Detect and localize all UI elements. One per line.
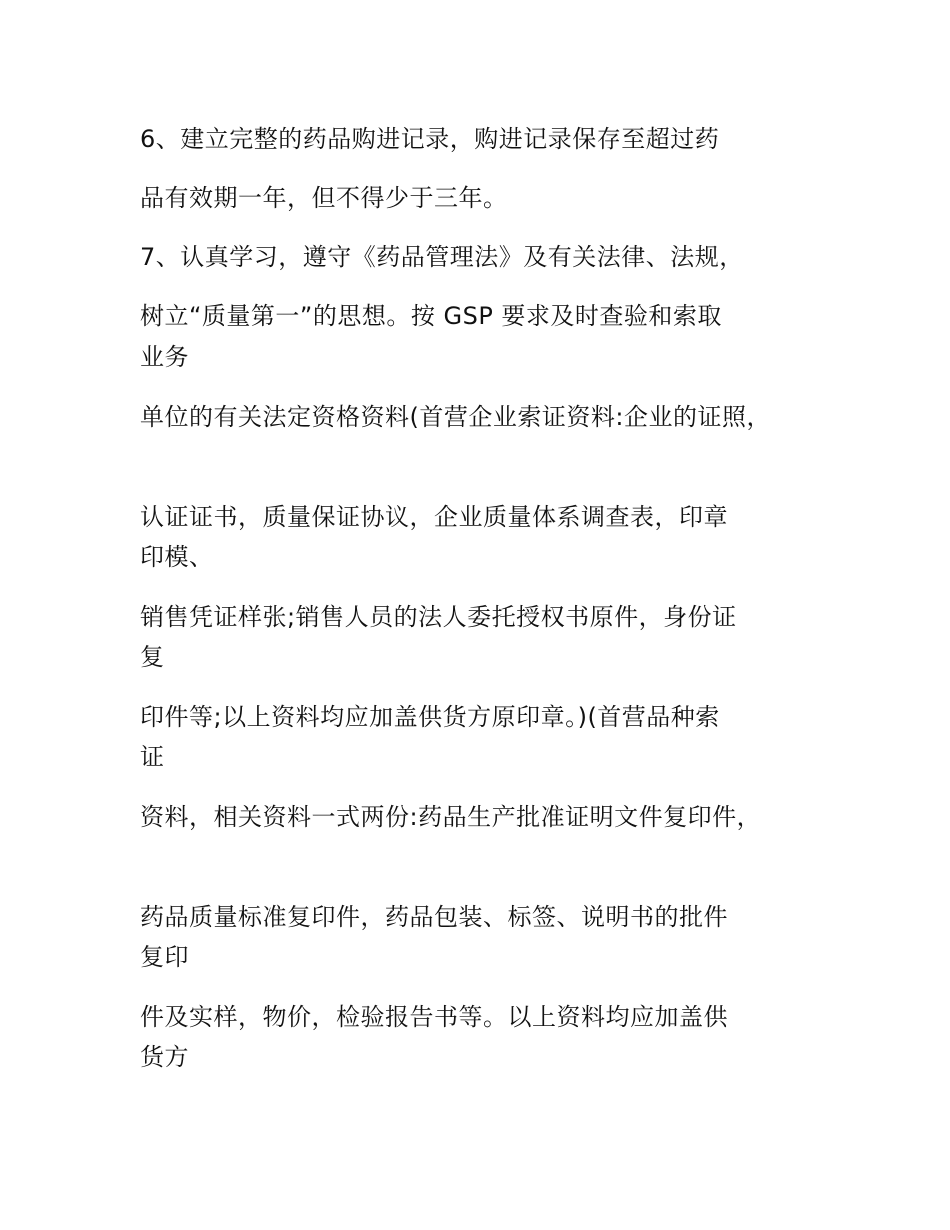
text-line: 印模、	[140, 543, 214, 571]
text-line: 销售凭证样张;销售人员的法人委托授权书原件，身份证	[140, 603, 737, 631]
text-line: 品有效期一年，但不得少于三年。	[140, 184, 508, 212]
text-line: 证	[140, 743, 165, 771]
text-line: 树立“质量第一”的思想。按 GSP 要求及时查验和索取	[140, 302, 722, 330]
text-line: 货方	[140, 1043, 189, 1071]
text-line: 件及实样，物价，检验报告书等。以上资料均应加盖供	[140, 1003, 728, 1031]
text-line: 认证证书，质量保证协议，企业质量体系调查表，印章	[140, 503, 728, 531]
text-line: 资料，相关资料一式两份:药品生产批准证明文件复印件，	[140, 803, 762, 831]
text-line: 复印	[140, 943, 189, 971]
text-line: 单位的有关法定资格资料(首营企业索证资料:企业的证照，	[140, 403, 771, 431]
text-line: 业务	[140, 343, 189, 371]
text-line: 7、认真学习，遵守《药品管理法》及有关法律、法规，	[140, 243, 744, 271]
text-line: 复	[140, 643, 165, 671]
text-line: 印件等;以上资料均应加盖供货方原印章。)(首营品种索	[140, 703, 720, 731]
text-line: 6、建立完整的药品购进记录，购进记录保存至超过药	[140, 125, 720, 153]
text-line: 药品质量标准复印件，药品包装、标签、说明书的批件	[140, 903, 728, 931]
